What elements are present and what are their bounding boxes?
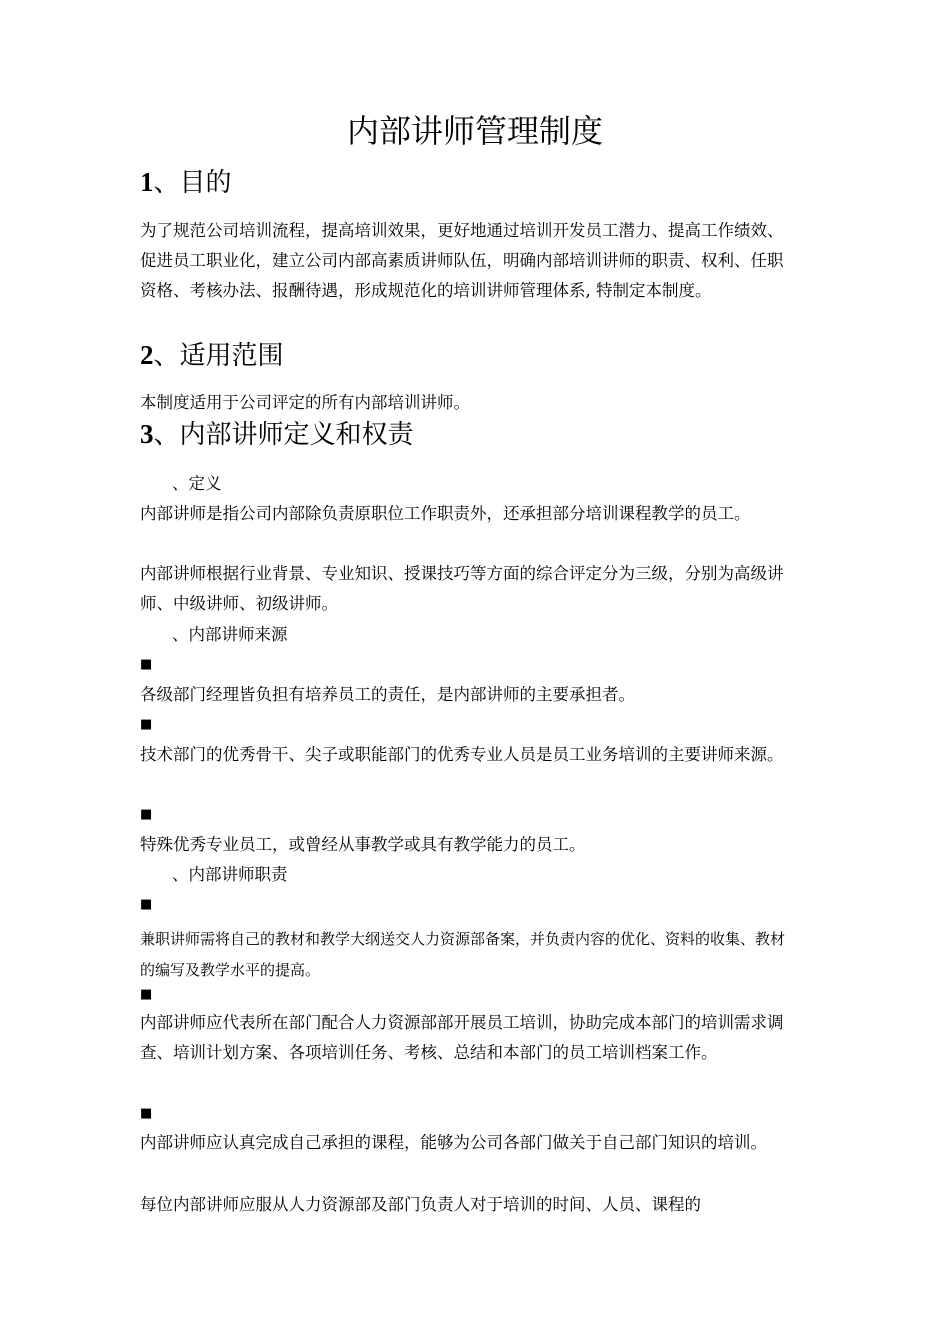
- duties-trailing-paragraph: 每位内部讲师应服从人力资源部及部门负责人对于培训的时间、人员、课程的: [140, 1195, 701, 1214]
- bullet-marker: ■: [140, 1106, 153, 1121]
- section-title: 目的: [179, 168, 232, 198]
- definition-paragraph: 内部讲师根据行业背景、专业知识、授课技巧等方面的综合评定分为三级，分别为高级讲师、中级讲师、初级讲师。: [140, 564, 784, 613]
- section-title: 内部讲师定义和权责: [179, 420, 414, 450]
- section-number: 2: [140, 340, 154, 370]
- subsection-heading-duties: 、内部讲师职责: [172, 865, 288, 884]
- bullet-marker: ■: [140, 717, 153, 732]
- list-item: 内部讲师应代表所在部门配合人力资源部部开展员工培训，协助完成本部门的培训需求调查、培训计划方案、各项培训任务、考核、总结和本部门的员工培训档案工作。: [140, 1013, 784, 1062]
- section-title: 适用范围: [179, 341, 284, 371]
- section-heading-purpose: [140, 163, 232, 202]
- section-separator: 、: [153, 168, 180, 198]
- bullet-marker: ■: [140, 657, 153, 672]
- list-item: 内部讲师应认真完成自己承担的课程，能够为公司各部门做关于自己部门知识的培训。: [140, 1133, 767, 1152]
- purpose-paragraph: 为了规范公司培训流程，提高培训效果，更好地通过培训开发员工潜力、提高工作绩效、促进员工职业化，建立公司内部高素质讲师队伍，明确内部培训讲师的职责、权利、任职资格、考核办法、报酬待遇，形成规范化的培训讲师管理体系, 特制定本制度。: [140, 221, 784, 300]
- bullet-marker: ■: [140, 807, 153, 822]
- section-heading-definition-and-duties: [140, 415, 414, 454]
- section-separator: 、: [153, 420, 180, 450]
- subsection-heading-definition: 、定义: [172, 474, 222, 493]
- list-item: 各级部门经理皆负担有培养员工的责任，是内部讲师的主要承担者。: [140, 685, 635, 704]
- bullet-marker: ■: [140, 987, 153, 1002]
- section-separator: 、: [153, 341, 180, 371]
- subsection-heading-sources: 、内部讲师来源: [172, 625, 288, 644]
- section-number: 1: [140, 167, 154, 197]
- section-heading-scope: [140, 336, 284, 375]
- scope-paragraph: 本制度适用于公司评定的所有内部培训讲师。: [140, 393, 470, 412]
- list-item: 特殊优秀专业员工，或曾经从事教学或具有教学能力的员工。: [140, 835, 586, 854]
- list-item: 兼职讲师需将自己的教材和教学大纲送交人力资源部备案，并负责内容的优化、资料的收集、教材的编写及教学水平的提高。: [140, 930, 786, 979]
- definition-paragraph: 内部讲师是指公司内部除负责原职位工作职责外，还承担部分培训课程教学的员工。: [140, 504, 751, 523]
- document-title: 内部讲师管理制度: [346, 112, 603, 150]
- bullet-marker: ■: [140, 897, 153, 912]
- section-number: 3: [140, 419, 154, 449]
- list-item: 技术部门的优秀骨干、尖子或职能部门的优秀专业人员是员工业务培训的主要讲师来源。: [140, 745, 784, 764]
